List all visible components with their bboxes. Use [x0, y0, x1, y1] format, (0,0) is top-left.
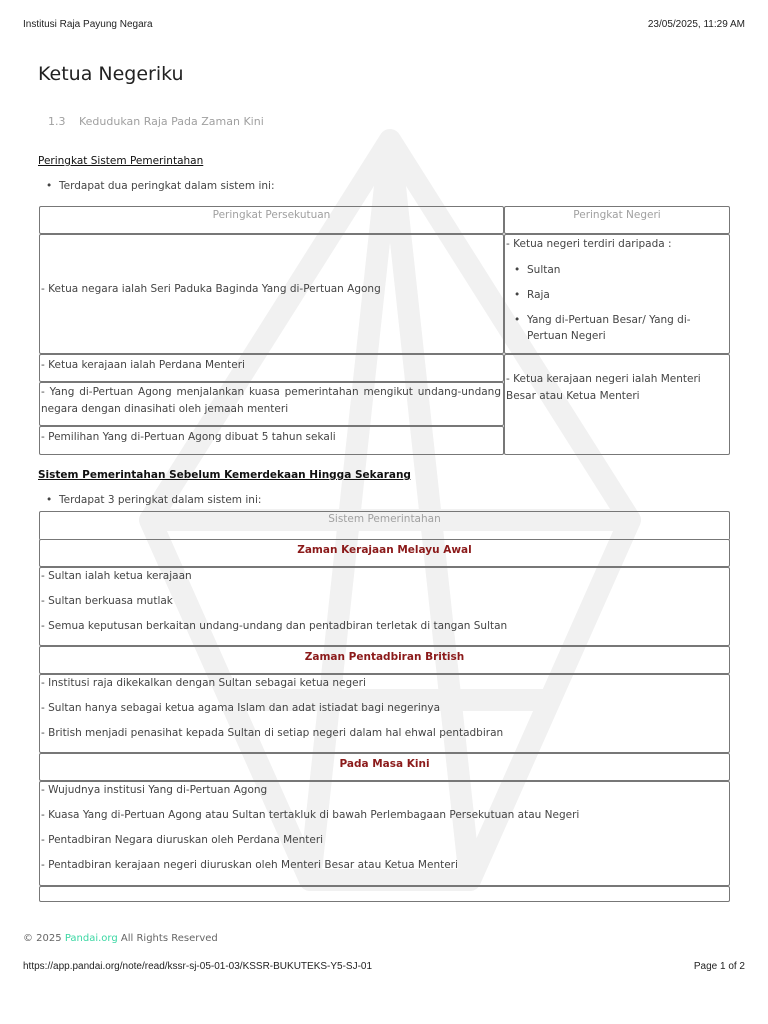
list-item: - Pentadbiran Negara diuruskan oleh Perdana Menteri	[41, 834, 324, 846]
section-title: Kedudukan Raja Pada Zaman Kini	[79, 115, 264, 128]
section-number: 1.3	[48, 115, 66, 128]
print-footer-url: https://app.pandai.org/note/read/kssr-sj-05-01-03/KSSR-BUKUTEKS-Y5-SJ-01	[23, 961, 373, 972]
print-header-site-title: Institusi Raja Payung Negara	[23, 19, 153, 30]
list-item: - Institusi raja dikekalkan dengan Sultan sebagai ketua negeri	[41, 677, 366, 689]
list-item: - Semua keputusan berkaitan undang-undang dan pentadbiran terletak di tangan Sultan	[41, 620, 508, 632]
table-header-persekutuan: Peringkat Persekutuan	[39, 206, 504, 234]
page-title: Ketua Negeriku	[38, 63, 184, 85]
list-item: - British menjadi penasihat kepada Sultan di setiap negeri dalam hal ehwal pentadbiran	[41, 727, 504, 739]
pandai-link[interactable]: Pandai.org	[64, 933, 118, 944]
table-cell-pemilihan	[39, 426, 504, 455]
empty-table-row	[39, 886, 730, 902]
print-header	[23, 19, 745, 33]
sistem-table	[39, 511, 730, 902]
peringkat-table	[39, 206, 730, 455]
list-item: - Sultan ialah ketua kerajaan	[41, 570, 192, 582]
kuasa-agong-text: - Yang di-Pertuan Agong menjalankan kuasa pemerintahan mengikut undang-undang negara dengan dinasihati oleh jemaah menteri	[41, 386, 501, 415]
era-body-melayu-awal	[39, 567, 730, 646]
sistem-intro-text: Terdapat 3 peringkat dalam sistem ini:	[59, 494, 262, 506]
ketua-negeri-block	[506, 236, 723, 344]
copyright-prefix: © 2025	[23, 933, 62, 944]
copyright-suffix: All Rights Reserved	[120, 933, 218, 944]
era-title-masa-kini: Pada Masa Kini	[39, 753, 730, 781]
table-cell-kuasa-agong	[39, 382, 504, 426]
ketua-kerajaan-text: - Ketua kerajaan ialah Perdana Menteri	[41, 359, 245, 371]
peringkat-heading: Peringkat Sistem Pemerintahan	[38, 155, 204, 167]
list-item: • Raja	[506, 287, 723, 303]
print-header-datetime: 23/05/2025, 11:29 AM	[647, 19, 745, 30]
peringkat-intro-text: Terdapat dua peringkat dalam sistem ini:	[59, 180, 275, 192]
sistem-heading: Sistem Pemerintahan Sebelum Kemerdekaan Hingga Sekarang	[38, 469, 411, 481]
print-footer-page-info: Page 1 of 2	[693, 961, 745, 972]
ketua-negeri-list	[506, 262, 723, 344]
sistem-intro	[46, 494, 261, 506]
era-body-masa-kini	[39, 781, 730, 886]
era-title-british: Zaman Pentadbiran British	[39, 646, 730, 674]
table-cell-ketua-kerajaan	[39, 354, 504, 382]
list-item: - Wujudnya institusi Yang di-Pertuan Agong	[41, 784, 268, 796]
caption-frame	[39, 511, 730, 540]
peringkat-intro	[46, 180, 274, 192]
era-body-british	[39, 674, 730, 753]
table-header-negeri: Peringkat Negeri	[504, 206, 730, 234]
table-cell-ketua-negara	[39, 234, 504, 354]
ketua-negeri-intro: - Ketua negeri terdiri daripada :	[506, 238, 672, 250]
footer-copyright	[23, 933, 218, 944]
list-item: • Sultan	[506, 262, 723, 278]
kerajaan-negeri-text: - Ketua kerajaan negeri ialah Menteri Besar atau Ketua Menteri	[506, 373, 701, 402]
list-item: - Kuasa Yang di-Pertuan Agong atau Sultan tertakluk di bawah Perlembagaan Persekutuan atau Negeri	[41, 809, 580, 821]
list-item: - Sultan hanya sebagai ketua agama Islam dan adat istiadat bagi negerinya	[41, 702, 441, 714]
list-item: - Pentadbiran kerajaan negeri diuruskan oleh Menteri Besar atau Ketua Menteri	[41, 859, 458, 871]
pemilihan-text: - Pemilihan Yang di-Pertuan Agong dibuat 5 tahun sekali	[41, 431, 336, 443]
list-item: • Yang di-Pertuan Besar/ Yang di-Pertuan Negeri	[506, 312, 723, 344]
section-heading	[48, 115, 264, 128]
list-item: - Sultan berkuasa mutlak	[41, 595, 173, 607]
sistem-table-caption: Sistem Pemerintahan	[328, 513, 441, 525]
table-cell-kerajaan-negeri	[504, 354, 730, 455]
table-cell-ketua-negeri	[504, 234, 730, 354]
ketua-negara-text: - Ketua negara ialah Seri Paduka Baginda Yang di-Pertuan Agong	[41, 283, 381, 295]
era-title-melayu-awal: Zaman Kerajaan Melayu Awal	[39, 539, 730, 567]
